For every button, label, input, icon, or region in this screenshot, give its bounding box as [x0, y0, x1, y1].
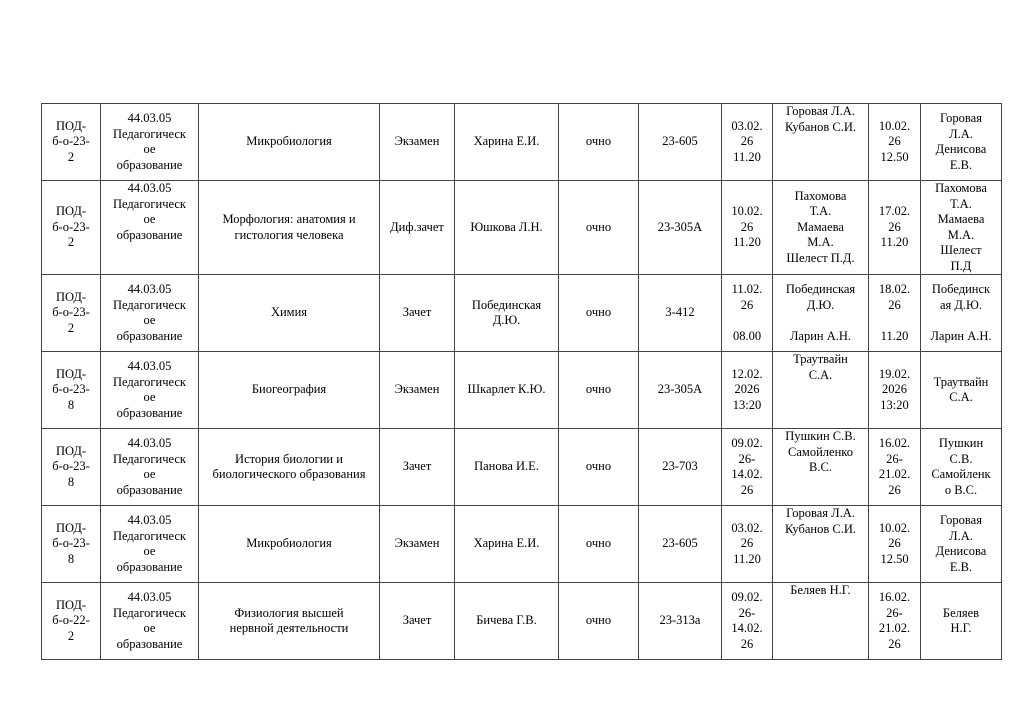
- second-commission-cell: Горовая Л.А. Денисова Е.В.: [921, 104, 1002, 181]
- assessment-form-cell: Зачет: [380, 429, 455, 506]
- study-mode-cell: очно: [559, 583, 639, 660]
- study-mode-cell: очно: [559, 181, 639, 275]
- assessment-form-cell: Зачет: [380, 275, 455, 352]
- second-date-cell: 19.02. 2026 13:20: [869, 352, 921, 429]
- schedule-table-body: [42, 104, 1002, 660]
- subject-cell: Микробиология: [199, 104, 380, 181]
- first-date-cell: 09.02. 26- 14.02. 26: [722, 429, 773, 506]
- study-mode-cell: очно: [559, 352, 639, 429]
- room-cell: 23-305А: [639, 352, 722, 429]
- table-row: [42, 352, 1002, 429]
- study-mode-cell: очно: [559, 429, 639, 506]
- first-date-cell: 11.02. 26 08.00: [722, 275, 773, 352]
- room-cell: 3-412: [639, 275, 722, 352]
- first-commission-cell: Траутвайн С.А.: [773, 352, 869, 429]
- second-commission-cell: Побединск ая Д.Ю. Ларин А.Н.: [921, 275, 1002, 352]
- room-cell: 23-703: [639, 429, 722, 506]
- study-mode-cell: очно: [559, 104, 639, 181]
- assessment-form-cell: Экзамен: [380, 104, 455, 181]
- second-commission-cell: Траутвайн С.А.: [921, 352, 1002, 429]
- program-code-cell: 44.03.05 Педагогическ ое образование: [101, 506, 199, 583]
- group-cell: ПОД- б-о-23- 2: [42, 181, 101, 275]
- group-cell: ПОД- б-о-23- 8: [42, 352, 101, 429]
- table-row: [42, 275, 1002, 352]
- subject-cell: Морфология: анатомия и гистология человека: [199, 181, 380, 275]
- teacher-cell: Харина Е.И.: [455, 104, 559, 181]
- first-date-cell: 03.02. 26 11.20: [722, 506, 773, 583]
- program-code-cell: 44.03.05 Педагогическ ое образование: [101, 583, 199, 660]
- second-date-cell: 16.02. 26- 21.02. 26: [869, 429, 921, 506]
- room-cell: 23-313а: [639, 583, 722, 660]
- group-cell: ПОД- б-о-23- 8: [42, 429, 101, 506]
- table-row: [42, 583, 1002, 660]
- room-cell: 23-605: [639, 104, 722, 181]
- group-cell: ПОД- б-о-23- 8: [42, 506, 101, 583]
- subject-cell: История биологии и биологического образования: [199, 429, 380, 506]
- teacher-cell: Харина Е.И.: [455, 506, 559, 583]
- room-cell: 23-305А: [639, 181, 722, 275]
- subject-cell: Микробиология: [199, 506, 380, 583]
- program-code-cell: 44.03.05 Педагогическ ое образование: [101, 429, 199, 506]
- first-date-cell: 03.02. 26 11.20: [722, 104, 773, 181]
- study-mode-cell: очно: [559, 506, 639, 583]
- second-commission-cell: Горовая Л.А. Денисова Е.В.: [921, 506, 1002, 583]
- second-commission-cell: Пушкин С.В. Самойленк о В.С.: [921, 429, 1002, 506]
- first-commission-cell: Беляев Н.Г.: [773, 583, 869, 660]
- second-commission-cell: Беляев Н.Г.: [921, 583, 1002, 660]
- subject-cell: Биогеография: [199, 352, 380, 429]
- second-date-cell: 16.02. 26- 21.02. 26: [869, 583, 921, 660]
- second-commission-cell: Пахомова Т.А. Мамаева М.А. Шелест П.Д: [921, 181, 1002, 275]
- teacher-cell: Панова И.Е.: [455, 429, 559, 506]
- second-date-cell: 18.02. 26 11.20: [869, 275, 921, 352]
- program-code-cell: 44.03.05 Педагогическ ое образование: [101, 352, 199, 429]
- assessment-form-cell: Диф.зачет: [380, 181, 455, 275]
- group-cell: ПОД- б-о-22- 2: [42, 583, 101, 660]
- subject-cell: Физиология высшей нервной деятельности: [199, 583, 380, 660]
- group-cell: ПОД- б-о-23- 2: [42, 275, 101, 352]
- teacher-cell: Юшкова Л.Н.: [455, 181, 559, 275]
- second-date-cell: 17.02. 26 11.20: [869, 181, 921, 275]
- first-date-cell: 09.02. 26- 14.02. 26: [722, 583, 773, 660]
- group-cell: ПОД- б-о-23- 2: [42, 104, 101, 181]
- first-date-cell: 10.02. 26 11.20: [722, 181, 773, 275]
- table-row: [42, 429, 1002, 506]
- table-row: [42, 181, 1002, 275]
- assessment-form-cell: Экзамен: [380, 506, 455, 583]
- schedule-table: [41, 103, 1002, 660]
- assessment-form-cell: Зачет: [380, 583, 455, 660]
- subject-cell: Химия: [199, 275, 380, 352]
- first-commission-cell: Горовая Л.А. Кубанов С.И.: [773, 506, 869, 583]
- study-mode-cell: очно: [559, 275, 639, 352]
- first-commission-cell: Пушкин С.В. Самойленко В.С.: [773, 429, 869, 506]
- first-commission-cell: Побединская Д.Ю. Ларин А.Н.: [773, 275, 869, 352]
- teacher-cell: Побединская Д.Ю.: [455, 275, 559, 352]
- assessment-form-cell: Экзамен: [380, 352, 455, 429]
- program-code-cell: 44.03.05 Педагогическ ое образование: [101, 275, 199, 352]
- teacher-cell: Шкарлет К.Ю.: [455, 352, 559, 429]
- second-date-cell: 10.02. 26 12.50: [869, 104, 921, 181]
- program-code-cell: 44.03.05 Педагогическ ое образование: [101, 181, 199, 275]
- room-cell: 23-605: [639, 506, 722, 583]
- table-row: [42, 104, 1002, 181]
- table-row: [42, 506, 1002, 583]
- teacher-cell: Бичева Г.В.: [455, 583, 559, 660]
- second-date-cell: 10.02. 26 12.50: [869, 506, 921, 583]
- first-commission-cell: Горовая Л.А. Кубанов С.И.: [773, 104, 869, 181]
- first-commission-cell: Пахомова Т.А. Мамаева М.А. Шелест П.Д.: [773, 181, 869, 275]
- first-date-cell: 12.02. 2026 13:20: [722, 352, 773, 429]
- program-code-cell: 44.03.05 Педагогическ ое образование: [101, 104, 199, 181]
